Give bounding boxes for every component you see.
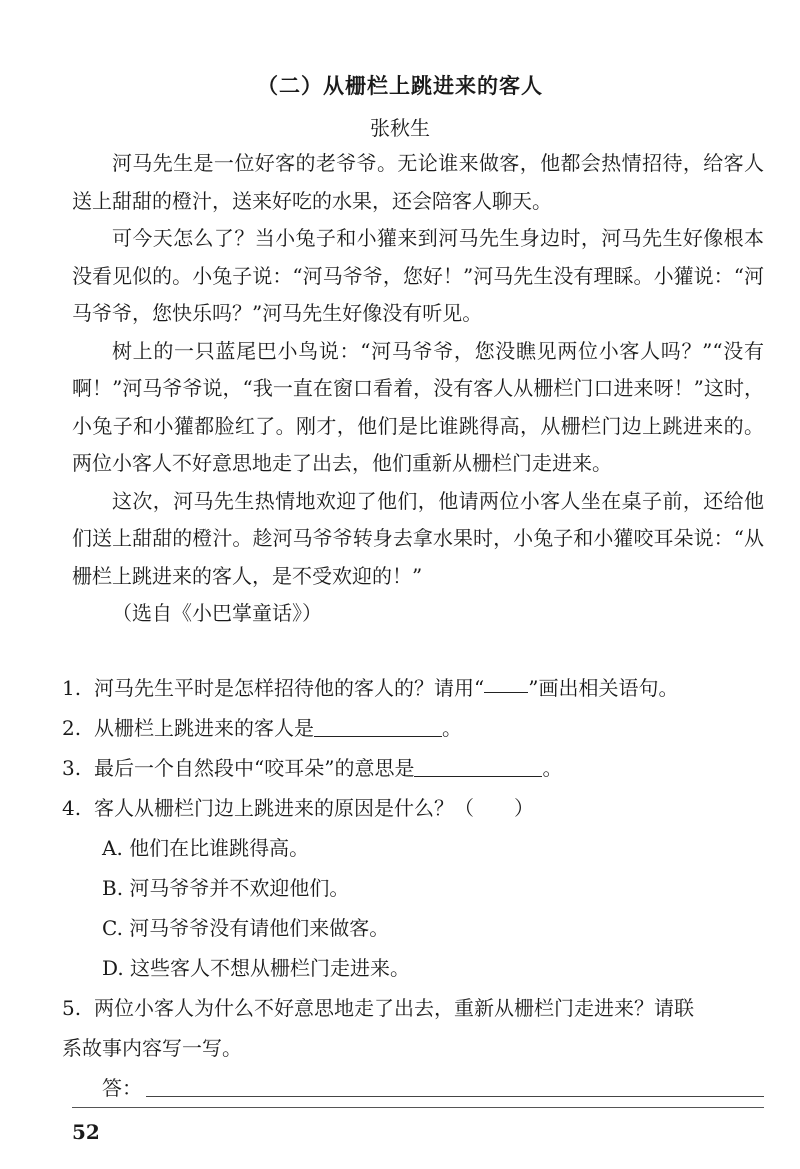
question-text: 客人从栅栏门边上跳进来的原因是什么？（ ） bbox=[94, 796, 534, 820]
option-c[interactable]: C. 河马爷爷没有请他们来做客。 bbox=[102, 916, 390, 940]
question-1 bbox=[62, 668, 764, 708]
question-number: 1. bbox=[62, 676, 82, 700]
option-d[interactable]: D. 这些客人不想从栅栏门走进来。 bbox=[102, 956, 411, 980]
paragraph-3: 树上的一只蓝尾巴小鸟说：“河马爷爷，您没瞧见两位小客人吗？”“没有啊！”河马爷爷说，“我一直在窗口看着，没有客人从栅栏门口进来呀！”这时，小兔子和小獾都脸红了。刚才，他们是比谁跳得高，从栅栏门边上跳进来的。两位小客人不好意思地走了出去，他们重新从栅栏门走进来。 bbox=[72, 338, 764, 475]
paragraph-4: 这次，河马先生热情地欢迎了他们，他请两位小客人坐在桌子前，还给他们送上甜甜的橙汁。趁河马爷爷转身去拿水果时，小兔子和小獾咬耳朵说：“从栅栏上跳进来的客人，是不受欢迎的！” bbox=[72, 488, 764, 588]
story-title: （二）从栅栏上跳进来的客人 bbox=[257, 74, 543, 98]
answer-line[interactable] bbox=[146, 1096, 764, 1097]
question-text: 河马先生平时是怎样招待他的客人的？请用“ bbox=[94, 676, 485, 700]
story-source: （选自《小巴掌童话》） bbox=[112, 601, 322, 625]
question-text: 两位小客人为什么不好意思地走了出去，重新从栅栏门走进来？请联 bbox=[94, 996, 694, 1020]
paragraph-2: 可今天怎么了？当小兔子和小獾来到河马先生身边时，河马先生好像根本没看见似的。小兔子说：“河马爷爷，您好！”河马先生没有理睬。小獾说：“河马爷爷，您快乐吗？”河马先生好像没有听见。 bbox=[72, 226, 764, 325]
paragraph-1: 河马先生是一位好客的老爷爷。无论谁来做客，他都会热情招待，给客人送上甜甜的橙汁，送来好吃的水果，还会陪客人聊天。 bbox=[72, 151, 764, 213]
answer-blank[interactable] bbox=[314, 735, 442, 737]
page-number: 52 bbox=[72, 1120, 100, 1144]
question-2 bbox=[62, 708, 764, 748]
question-4 bbox=[62, 788, 764, 828]
question-number: 4. bbox=[62, 796, 82, 820]
question-number: 5. bbox=[62, 996, 82, 1020]
story-passage bbox=[72, 145, 764, 633]
question-text: 从栅栏上跳进来的客人是 bbox=[94, 716, 314, 740]
option-a[interactable]: A. 他们在比谁跳得高。 bbox=[102, 836, 310, 860]
question-5 bbox=[62, 988, 764, 1108]
question-number: 3. bbox=[62, 756, 82, 780]
question-3 bbox=[62, 748, 764, 788]
answer-row bbox=[62, 1068, 764, 1108]
story-author: 张秋生 bbox=[370, 116, 430, 140]
question-text-end: ”画出相关语句。 bbox=[528, 676, 679, 700]
question-text-end: 。 bbox=[542, 756, 563, 780]
question-list bbox=[62, 668, 764, 1108]
question-text: 最后一个自然段中“咬耳朵”的意思是 bbox=[94, 756, 415, 780]
option-b[interactable]: B. 河马爷爷并不欢迎他们。 bbox=[102, 876, 350, 900]
answer-blank[interactable] bbox=[414, 775, 542, 777]
underline-sample bbox=[484, 691, 528, 693]
question-text-continued: 系故事内容写一写。 bbox=[62, 1036, 242, 1060]
question-number: 2. bbox=[62, 716, 82, 740]
footer-divider bbox=[72, 1107, 764, 1108]
question-text-end: 。 bbox=[442, 716, 462, 740]
answer-label: 答： bbox=[102, 1076, 142, 1100]
